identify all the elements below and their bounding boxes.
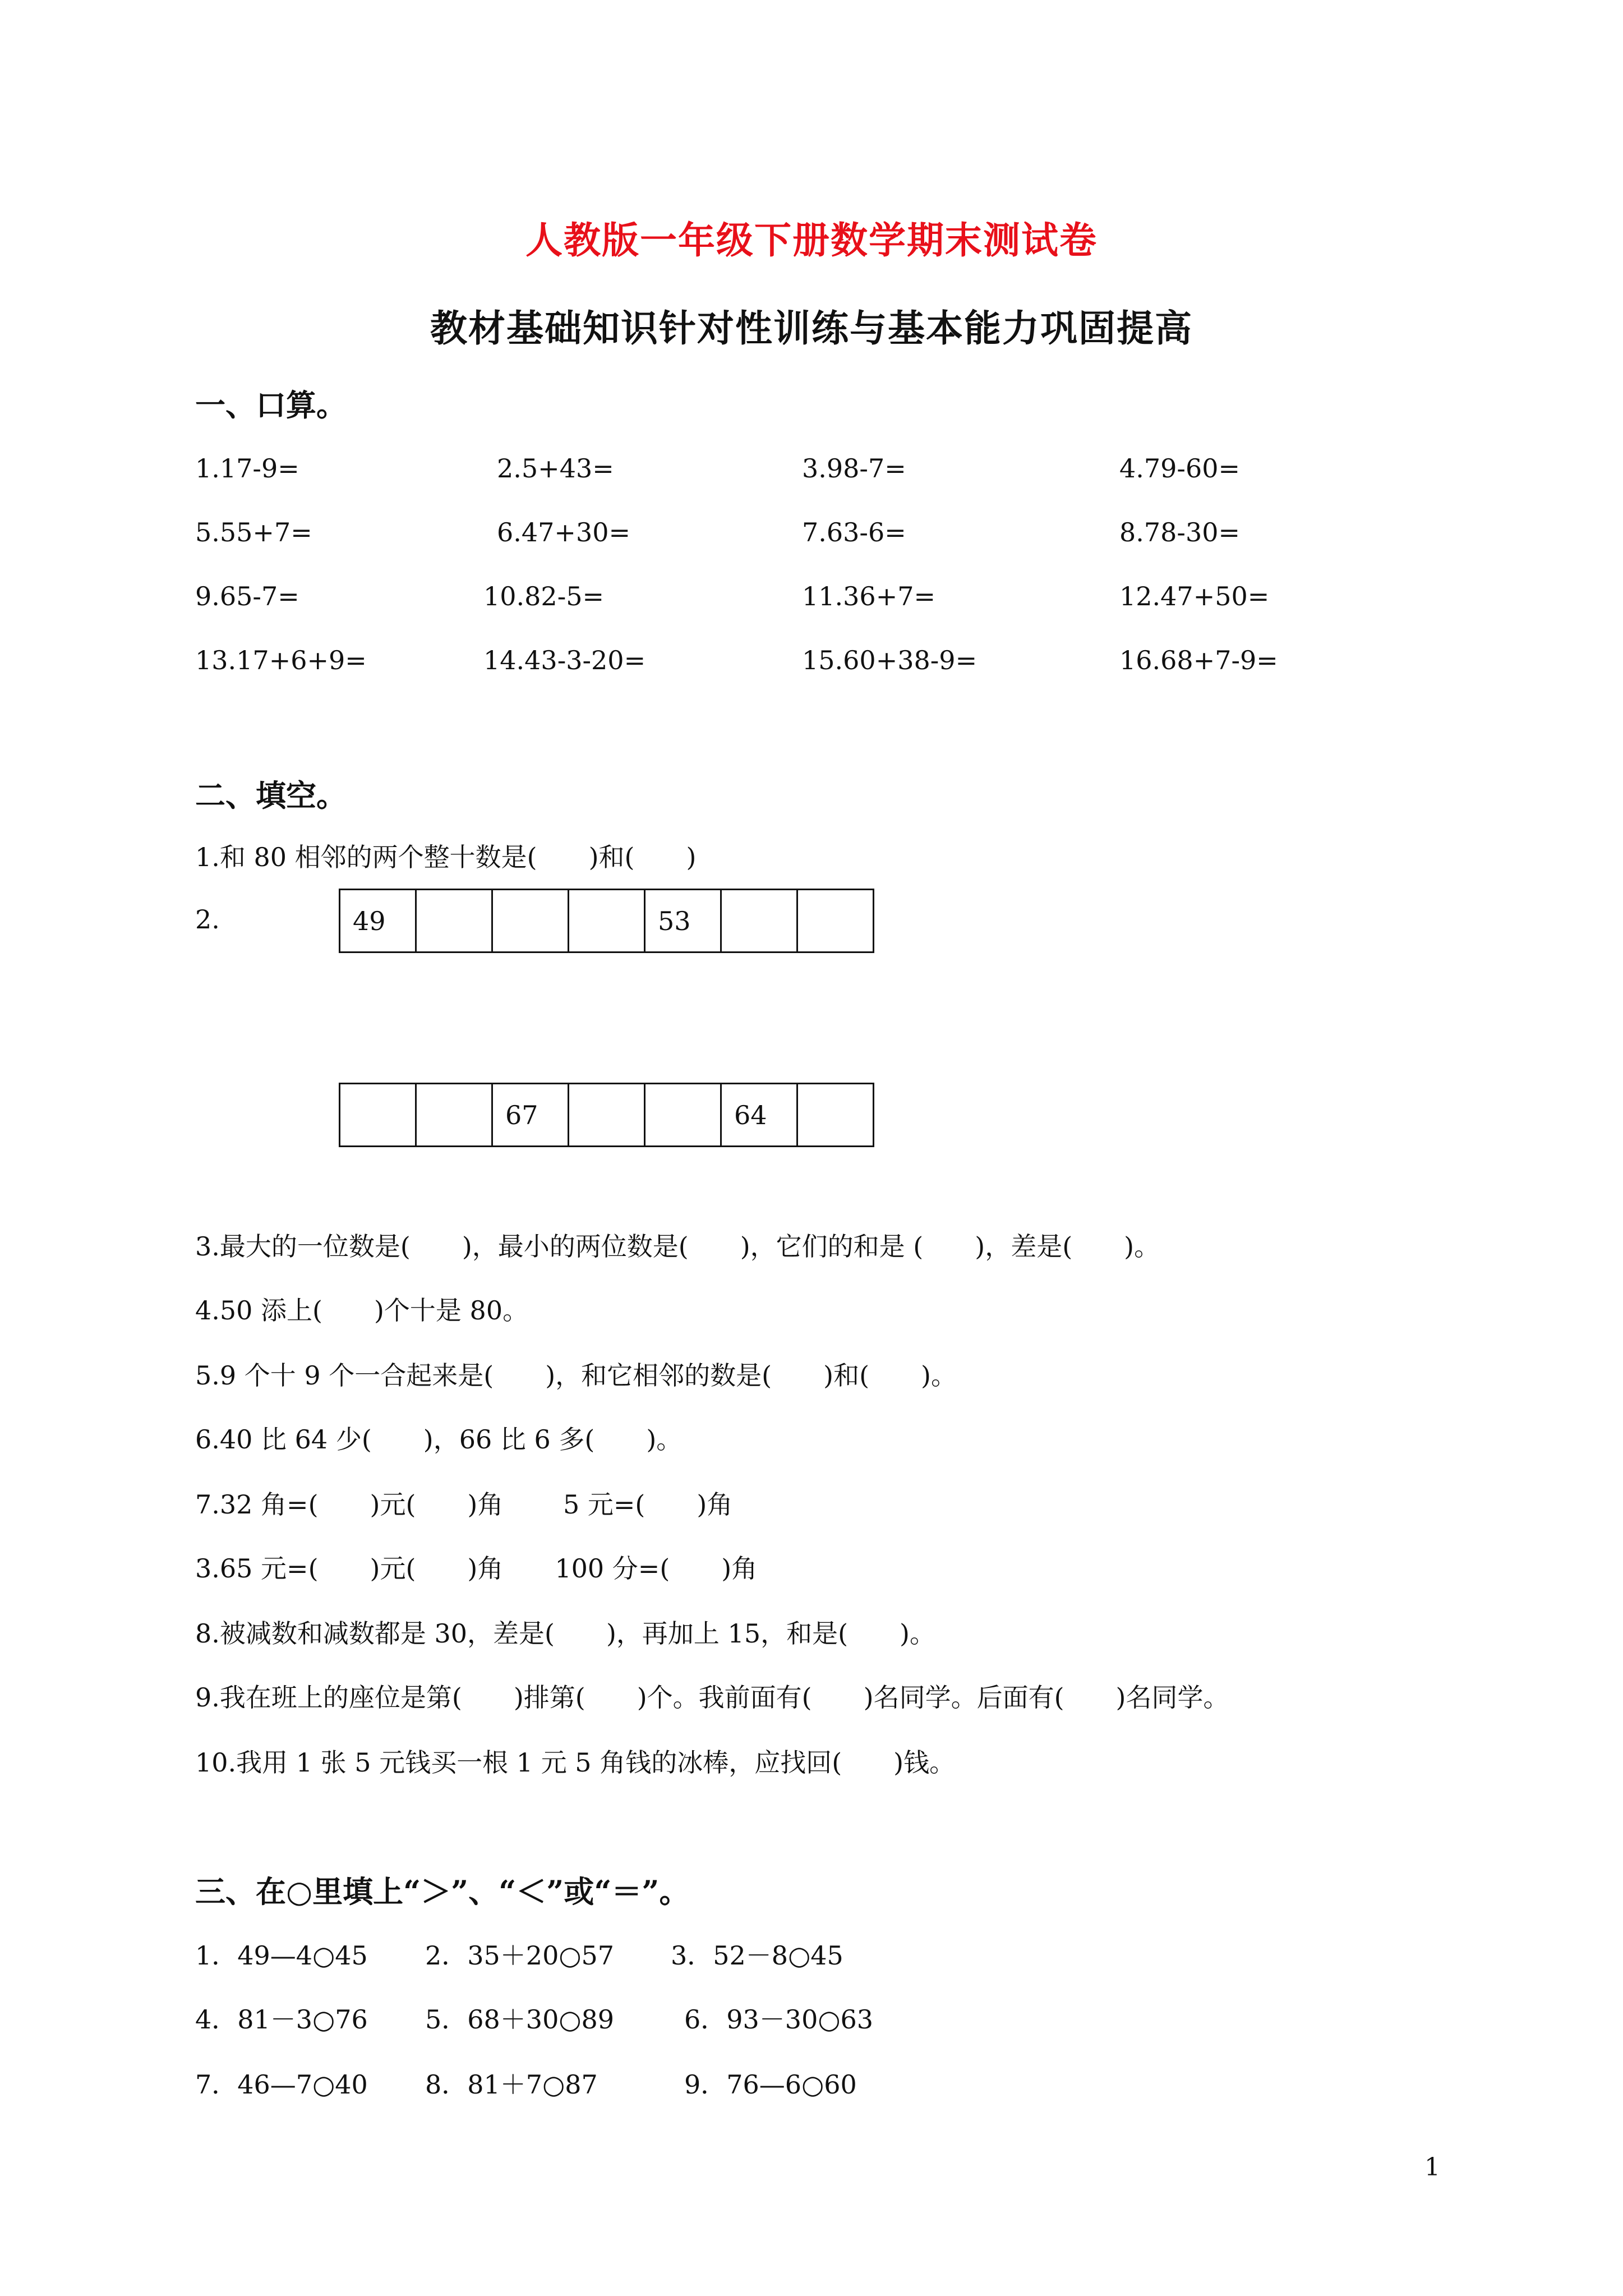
- calc-item: 14.43-3-20=: [483, 645, 646, 675]
- sequence-cell: 67: [492, 1084, 569, 1147]
- compare-item: 5．68＋30○89: [425, 2004, 615, 2035]
- fill-question-3: 3.最大的一位数是( )，最小的两位数是( )，它们的和是 ( )，差是( )。: [195, 1231, 1160, 1262]
- fill-question-6: 6.40 比 64 少( )，66 比 6 多( )。: [195, 1424, 683, 1455]
- sequence-cell: [492, 890, 569, 953]
- fill-question-10: 10.我用 1 张 5 元钱买一根 1 元 5 角钱的冰棒，应找回( )钱。: [195, 1747, 956, 1778]
- sequence-cell: 64: [721, 1084, 797, 1147]
- compare-item: 2．35＋20○57: [425, 1940, 615, 1971]
- calc-item: 15.60+38-9=: [802, 645, 978, 675]
- calc-item: 3.98-7=: [802, 453, 906, 484]
- sequence-cell: [416, 890, 492, 953]
- number-sequence-table-1: [339, 889, 874, 953]
- fill-question-7b: 3.65 元=( )元( )角 100 分=( )角: [195, 1553, 758, 1584]
- sequence-cell: 53: [645, 890, 721, 953]
- section-3-heading: 三、在○里填上“＞”、“＜”或“＝”。: [195, 1874, 690, 1910]
- compare-item: 1．49—4○45: [195, 1940, 368, 1971]
- section-2-heading: 二、填空。: [195, 777, 347, 813]
- sequence-cell: [645, 1084, 721, 1147]
- fill-question-4: 4.50 添上( )个十是 80。: [195, 1295, 529, 1326]
- sequence-cell: [569, 1084, 645, 1147]
- sequence-cell: [797, 890, 874, 953]
- calc-item: 4.79-60=: [1119, 453, 1241, 484]
- fill-question-2-label: 2.: [195, 904, 220, 935]
- sequence-cell: [569, 890, 645, 953]
- compare-item: 8．81＋7○87: [425, 2069, 598, 2100]
- calc-item: 16.68+7-9=: [1119, 645, 1278, 675]
- sequence-cell: [797, 1084, 874, 1147]
- section-1-heading: 一、口算。: [195, 387, 347, 423]
- calc-item: 6.47+30=: [497, 517, 631, 547]
- fill-question-7a: 7.32 角=( )元( )角 5 元=( )角: [195, 1489, 733, 1520]
- number-sequence-table-2: [339, 1083, 874, 1147]
- calc-item: 2.5+43=: [497, 453, 614, 484]
- compare-item: 6．93－30○63: [684, 2004, 874, 2035]
- calc-item: 10.82-5=: [483, 581, 605, 611]
- document-title: 人教版一年级下册数学期末测试卷: [525, 218, 1098, 262]
- calc-item: 12.47+50=: [1119, 581, 1270, 611]
- sequence-cell: 49: [340, 890, 416, 953]
- fill-question-1: 1.和 80 相邻的两个整十数是( )和( ): [195, 842, 697, 872]
- calc-item: 7.63-6=: [802, 517, 906, 547]
- fill-question-8: 8.被减数和减数都是 30，差是( )，再加上 15，和是( )。: [195, 1618, 935, 1649]
- fill-question-5: 5.9 个十 9 个一合起来是( )，和它相邻的数是( )和( )。: [195, 1360, 957, 1391]
- sequence-cell: [721, 890, 797, 953]
- sequence-cell: [340, 1084, 416, 1147]
- calc-item: 8.78-30=: [1119, 517, 1241, 547]
- document-subtitle: 教材基础知识针对性训练与基本能力巩固提高: [430, 306, 1193, 350]
- page-number: 1: [1424, 2153, 1440, 2182]
- compare-item: 4．81－3○76: [195, 2004, 368, 2035]
- calc-item: 9.65-7=: [195, 581, 299, 611]
- compare-item: 3．52－8○45: [671, 1940, 843, 1971]
- compare-item: 9．76—6○60: [684, 2069, 857, 2100]
- calc-item: 1.17-9=: [195, 453, 299, 484]
- calc-item: 5.55+7=: [195, 517, 312, 547]
- calc-item: 13.17+6+9=: [195, 645, 367, 675]
- calc-item: 11.36+7=: [802, 581, 936, 611]
- compare-item: 7．46—7○40: [195, 2069, 368, 2100]
- sequence-cell: [416, 1084, 492, 1147]
- fill-question-9: 9.我在班上的座位是第( )排第( )个。我前面有( )名同学。后面有( )名同学。: [195, 1682, 1229, 1713]
